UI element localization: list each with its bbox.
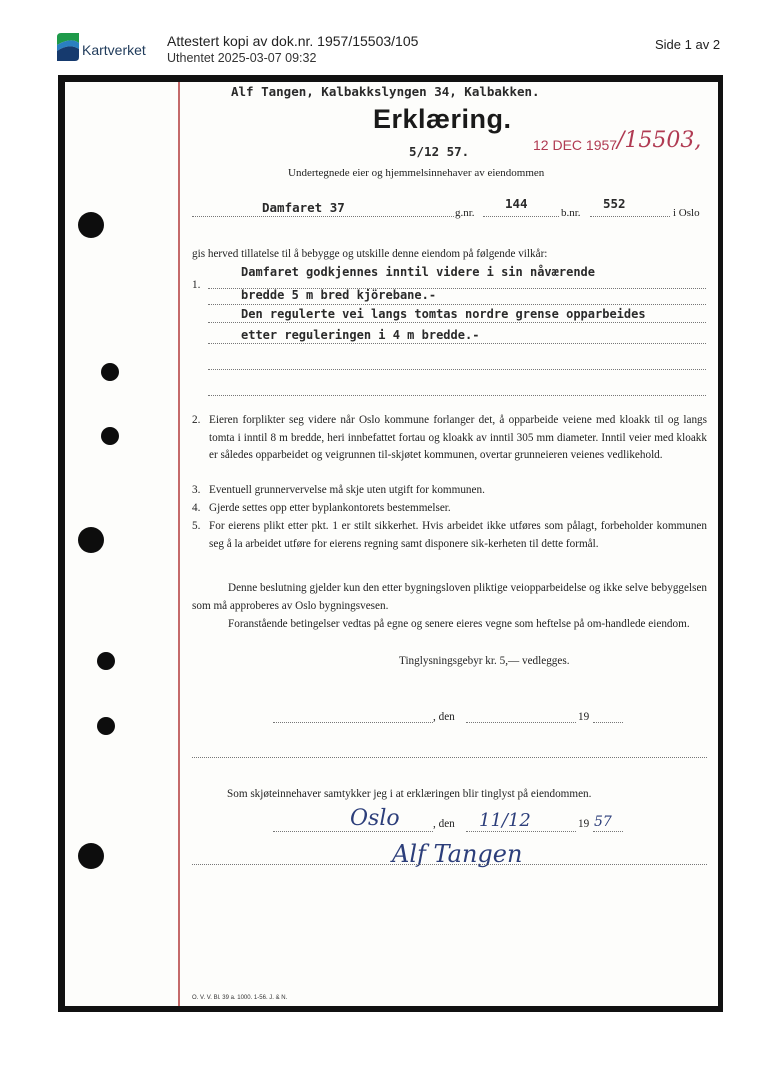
punch-hole [78,212,104,238]
dotted-line [466,831,576,832]
dotted-line [593,831,623,832]
condition-text: Gjerde settes opp etter byplankontorets bestemmelser. [209,502,451,514]
dotted-line [208,395,706,396]
condition1-line: Damfaret godkjennes inntil videre i sin nåværende [241,265,596,279]
punch-hole [97,652,115,670]
date-year-label: 19 [578,818,590,830]
conditions-paragraph: Foranstående betingelser vedtas på egne og senere eieres vegne som heftelse på om-handlede eiendom. [228,618,690,630]
consent-text: Som skjøteinnehaver samtykker jeg i at erklæringen blir tinglyst på eiendommen. [227,788,592,800]
declaration-title: Erklæring. [373,104,512,134]
dotted-line [466,722,576,723]
signature: Alf Tangen [392,840,523,868]
punch-hole [78,527,104,553]
handwritten-date: 11/12 [479,810,531,831]
condition1-line: bredde 5 m bred kjörebane.- [241,288,437,302]
dotted-line [483,216,559,217]
owner-intro: Undertegnede eier og hjemmelsinnehaver av eiendommen [288,167,545,179]
punch-hole [97,717,115,735]
condition-number: 1. [192,279,201,291]
oslo-label: i Oslo [673,207,700,219]
dotted-line [208,343,706,344]
condition-number: 3. [192,484,201,496]
date-den-label: , den [433,818,455,830]
date-year-label: 19 [578,711,590,723]
document-title: Attestert kopi av dok.nr. 1957/15503/105 [167,33,419,49]
condition-text: Eventuell grunnervervelse må skje uten utgift for kommunen. [209,484,485,496]
decision-paragraph: Denne beslutning gjelder kun den etter bygningsloven pliktige veiopparbeidelse og ikke selve bebyggelsen som må approberes av Oslo bygningsvesen. [192,582,707,612]
condition1-line: etter reguleringen i 4 m bredde.- [241,328,480,342]
kartverket-logo-icon [57,33,79,61]
dotted-line [208,322,706,323]
property-address: Damfaret 37 [262,200,345,215]
dotted-line [273,831,433,832]
dotted-line [192,216,454,217]
condition-text: Eieren forplikter seg videre når Oslo kommune forlanger det, å opparbeide veiene med kloakk til og langs tomta i inntil 8 m bredde, heri innbefattet fortau og kloakk av inntil 305 mm diameter. Inntil veier med kloakk er således opparbeidet og veigrunnen til-skjøtet kommunen, overtar grunneieren veienes vedlikehold. [209,414,707,462]
condition-number: 5. [192,520,201,532]
dotted-line [192,864,707,865]
margin-line [178,82,180,1006]
dotted-line [590,216,670,217]
page-header [0,0,768,72]
bnr-label: b.nr. [561,207,581,219]
punch-hole [101,363,119,381]
condition-number: 2. [192,414,201,426]
logo-text: Kartverket [82,42,146,58]
bnr-value: 552 [603,196,626,211]
condition-number: 4. [192,502,201,514]
dotted-line [208,369,706,370]
date-stamp: 12 DEC 1957 [533,137,618,153]
gnr-label: g.nr. [455,207,475,219]
punch-hole [101,427,119,445]
form-footer: O. V. V. Bl. 39 a. 1000. 1-56. J. & N. [192,995,288,1001]
typed-date: 5/12 57. [409,144,470,159]
retrieved-timestamp: Uthentet 2025-03-07 09:32 [167,51,317,65]
applicant-line: Alf Tangen, Kalbakkslyngen 34, Kalbakken. [231,84,540,99]
dotted-line [273,722,433,723]
handwritten-place: Oslo [350,806,400,831]
dotted-line [208,304,706,305]
dotted-line [593,722,623,723]
dotted-line [192,757,707,758]
gnr-value: 144 [505,196,528,211]
handwritten-year: 57 [594,814,612,830]
permission-intro: gis herved tillatelse til å bebygge og utskille denne eiendom på følgende vilkår: [192,248,548,260]
date-den-label: , den [433,711,455,723]
handwritten-doc-number: /15503, [617,128,702,153]
punch-hole [78,843,104,869]
page-indicator: Side 1 av 2 [655,37,721,52]
condition1-line: Den regulerte vei langs tomtas nordre grense opparbeides [241,307,646,321]
fee-note: Tinglysningsgebyr kr. 5,— vedlegges. [399,655,570,667]
condition-text: For eierens plikt etter pkt. 1 er stilt sikkerhet. Hvis arbeidet ikke utføres som pålagt, forbeholder kommunen seg å la arbeidet utføre for eierens regning samt disponere sik-kerheten til dette formål. [209,520,707,550]
